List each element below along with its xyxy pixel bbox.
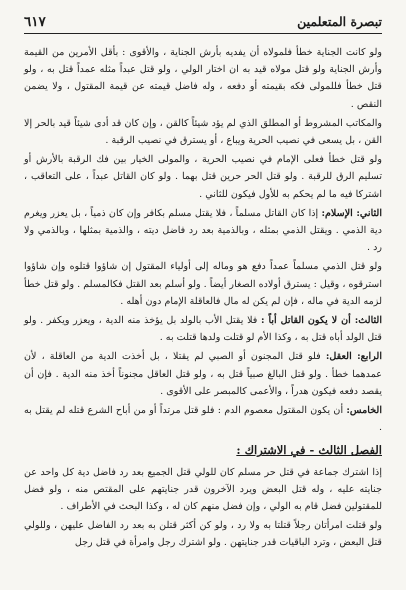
paragraph: ولو قتلت امرأتان رجلاً قتلتا به ولا رد ، ولو كن أكثر قتلن به بعد رد الفاضل عليهن ، وللولي قتل البعض ، وترد الباقيات قدر جنايتهن . ولو اشترك رجل وامرأة في قتل رجل [24, 520, 382, 549]
paragraph: الرابع: العقل: فلو قتل المجنون أو الصبي لم يقتلا ، بل أخذت الدية من العاقلة ، لأن عمدهما خطأ . ولو قتل البالغ صبياً قتل به ، ولو قتل العاقل مجنوناً أخذ منه الدية . فإن أن يقصد دفعه فيكون هدراً ، والأعمى كالمبصر على الأقوى . [24, 351, 382, 397]
page-body [24, 44, 382, 552]
page-header [24, 14, 382, 34]
running-title: تبصرة المتعلمين [297, 14, 382, 29]
paragraph-lead: الثالث: أن لا يكون القاتل أباً : [261, 315, 382, 327]
page-number: ٦١٧ [24, 14, 46, 30]
paragraph: الثاني: الإسلام: إذا كان القاتل مسلماً ، فلا يقتل مسلم بكافر وإن كان ذمياً ، بل يعزر ويغرم دية الذمي . ويقتل الذمي بمثله ، وبالذمية بعد رد فاضل ديته ، والذمية بمثلها ، وبالذمي ولا رد . [24, 207, 382, 254]
paragraph-lead: الخامس: [346, 405, 382, 417]
paragraph: ولو قتل الذمي مسلماً عمداً دفع هو وماله إلى أولياء المقتول إن شاؤوا قتلوه وإن شاؤوا استرقوه ، وقيل : يسترق أولاده الصغار أيضاً . ولو أسلم بعد القتل فكالمسلم . ولو قتل خطأ لزمه الدية في ماله ، فإن لم يكن له مال فالعاقلة الإمام دون أهله . [24, 261, 382, 307]
paragraph: الثالث: أن لا يكون القاتل أباً : فلا يقتل الأب بالولد بل يؤخذ منه الدية ، ويعزر ويكفر . ولو قتل الولد أباه قتل به ، وكذا الأم لو قتلت ولدها قتلت به . [24, 315, 382, 344]
paragraph: الخامس: أن يكون المقتول معصوم الدم : فلو قتل مرتداً أو من أباح الشرع قتله لم يقتل به . [24, 405, 382, 434]
paragraph-lead: الثاني: الإسلام: [321, 207, 382, 219]
section-heading: الفصل الثالث - في الاشتراك : [236, 443, 382, 458]
paragraph: والمكاتب المشروط أو المطلق الذي لم يؤد شيئاً كالقن ، وإن كان قد أدى شيئاً قيد بالحر إلا القن ، بل يسعى في نصيب الحرية ويباع ، أو يسترق في نصيب الرقبة . [24, 117, 382, 147]
paragraph: ولو قتل خطأ فعلى الإمام في نصيب الحرية ، والمولى الخيار بين فك الرقبة بالأرش أو تسليم الرق للرقبة . ولو قتل الحر حرين قتل بهما . ولو كان القاتل عبداً ، على التعاقب ، اشتركا فيه ما لم يحكم به للأول فيكون للثاني . [24, 154, 382, 200]
paragraph-lead: الرابع: العقل: [325, 351, 382, 363]
paragraph: إذا اشترك جماعة في قتل حر مسلم كان للولي قتل الجميع بعد رد فاضل دية كل واحد عن جنايته عليه ، وله قتل البعض ويرد الآخرون قدر جنايتهم على المقتص منه ، ولو فضل للمقتولين فضل قام به الولي ، وإن فضل منهم كان له ، وكذا البحث في الأطراف . [24, 466, 382, 513]
paragraph: ولو كانت الجناية خطأ فلمولاه أن يفديه بأرش الجناية ، والأقوى : بأقل الأمرين من القيمة وأرش الجناية ولو قتل مولاه قيد به ان اختار الولي ، ولو قتل عبداً مثله عمداً قتل به ، ولو قتل خطأ فللمولى فكه بقيمته أو دفعه ، وله فاضل قيمته عن قيمة المقتول ، ولا يضمن النقص . [24, 47, 382, 110]
